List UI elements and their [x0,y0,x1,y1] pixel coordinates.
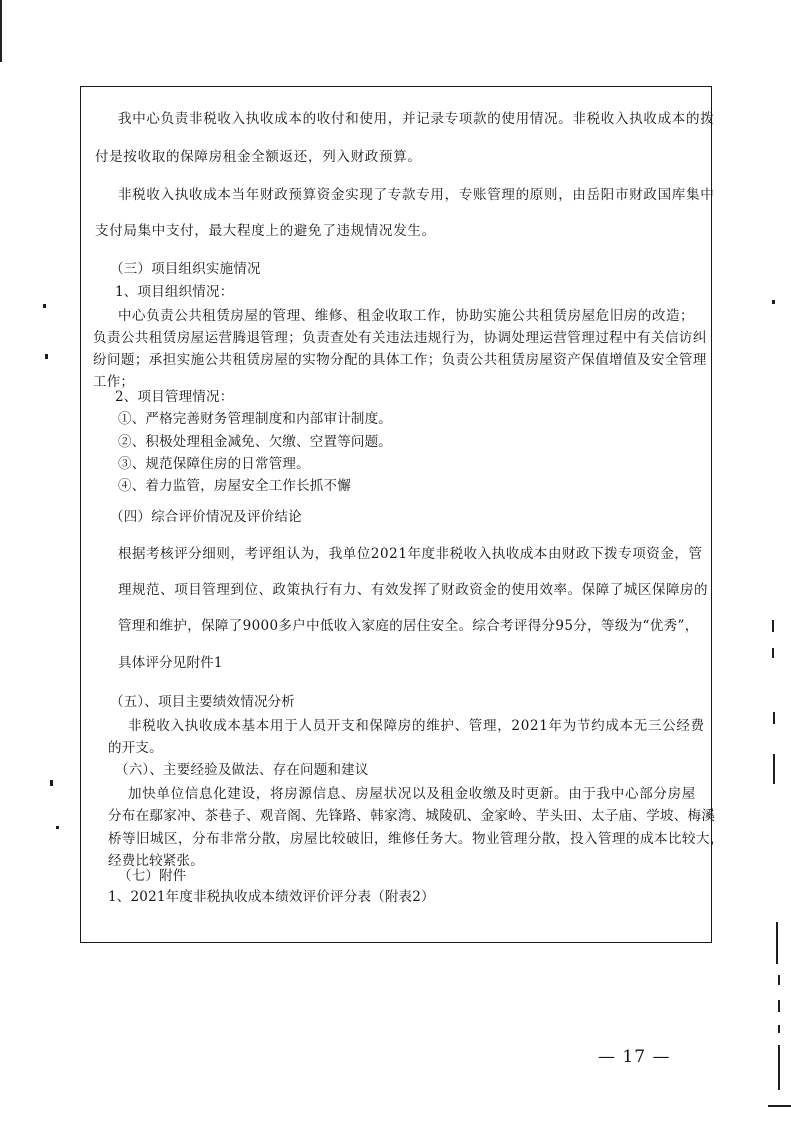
scan-speck [773,712,775,724]
scan-speck [45,354,48,359]
section-heading: （五）、项目主要绩效情况分析 [110,694,296,710]
text-line: 中心负责公共租赁房屋的管理、维修、租金收取工作，协助实施公共租赁房屋危旧房的改造； [118,308,695,324]
scan-edge-line [0,0,2,62]
text-line: ③、规范保障住房的日常管理。 [118,456,310,472]
text-line: 我中心负责非税收入执收成本的收付和使用，并记录专项款的使用情况。非税收入执收成本的拨 [118,111,715,127]
text-line: 加快单位信息化建设，将房源信息、房屋状况以及租金收缴及时更新。由于我中心部分房屋 [128,786,696,802]
text-line: 桥等旧城区，分布非常分散，房屋比较破旧，维修任务大。物业管理分散，投入管理的成本比较大， [108,831,724,847]
text-line: 经费比较紧张。 [108,853,204,869]
section-heading: （三）项目组织实施情况 [110,261,261,277]
text-line: 非税收入执收成本基本用于人员开支和保障房的维护、管理，2021年为节约成本无三公经费 [128,718,705,734]
scan-speck [43,304,46,308]
scan-speck [778,975,780,985]
text-line: 2、项目管理情况： [115,389,234,405]
text-line: 具体评分见附件1 [118,655,223,671]
scan-speck [776,922,778,964]
scan-speck [768,1105,791,1107]
scan-speck [778,1025,780,1033]
text-line: 1、项目组织情况： [115,284,234,300]
scan-speck [772,620,774,632]
text-line: 分布在鄢家冲、茶巷子、观音阁、先锋路、韩家湾、城陵矶、金家岭、芋头田、太子庙、学坡、梅溪 [108,808,716,824]
scan-speck [56,826,59,829]
text-line: ④、着力监管，房屋安全工作长抓不懈 [118,478,351,494]
text-line: ①、严格完善财务管理制度和内部审计制度。 [118,411,392,427]
text-line: ②、积极处理租金减免、欠缴、空置等问题。 [118,434,392,450]
scan-speck [778,1045,780,1090]
section-heading: （七）附件 [118,868,187,884]
text-line: 的开支。 [108,740,163,756]
scan-speck [50,780,53,786]
scan-speck [773,754,775,784]
scan-speck [772,300,775,304]
section-heading: （四）综合评价情况及评价结论 [110,509,302,525]
text-line: 支付局集中支付，最大程度上的避免了违规情况发生。 [95,223,436,239]
text-line: 1、2021年度非税执收成本绩效评价评分表（附表2） [108,889,435,905]
text-line: 付是按收取的保障房租金全额返还，列入财政预算。 [95,149,422,165]
text-line: 负责公共租赁房屋运营腾退管理；负责查处有关违法违规行为，协调处理运营管理过程中有关信访纠 [93,330,707,346]
text-line: 纷问题；承担实施公共租赁房屋的实物分配的具体工作；负责公共租赁房屋资产保值增值及安全管理 [93,352,707,368]
scan-speck [772,648,774,658]
text-line: 非税收入执收成本当年财政预算资金实现了专款专用，专账管理的原则，由岳阳市财政国库集中 [118,187,715,203]
text-line: 根据考核评分细则，考评组认为，我单位2021年度非税收入执收成本由财政下拨专项资金，管 [118,546,703,562]
text-line: 管理和维护，保障了9000多户中低收入家庭的居住安全。综合考评得分95分，等级为“优秀”， [118,618,699,634]
text-line: 理规范、项目管理到位、政策执行有力、有效发挥了财政资金的使用效率。保障了城区保障房的 [118,582,709,598]
section-heading: （六）、主要经验及做法、存在问题和建议 [115,762,369,778]
text-line: 工作； [93,374,135,390]
page-number: — 17 — [598,1047,671,1067]
scan-speck [778,1000,780,1012]
